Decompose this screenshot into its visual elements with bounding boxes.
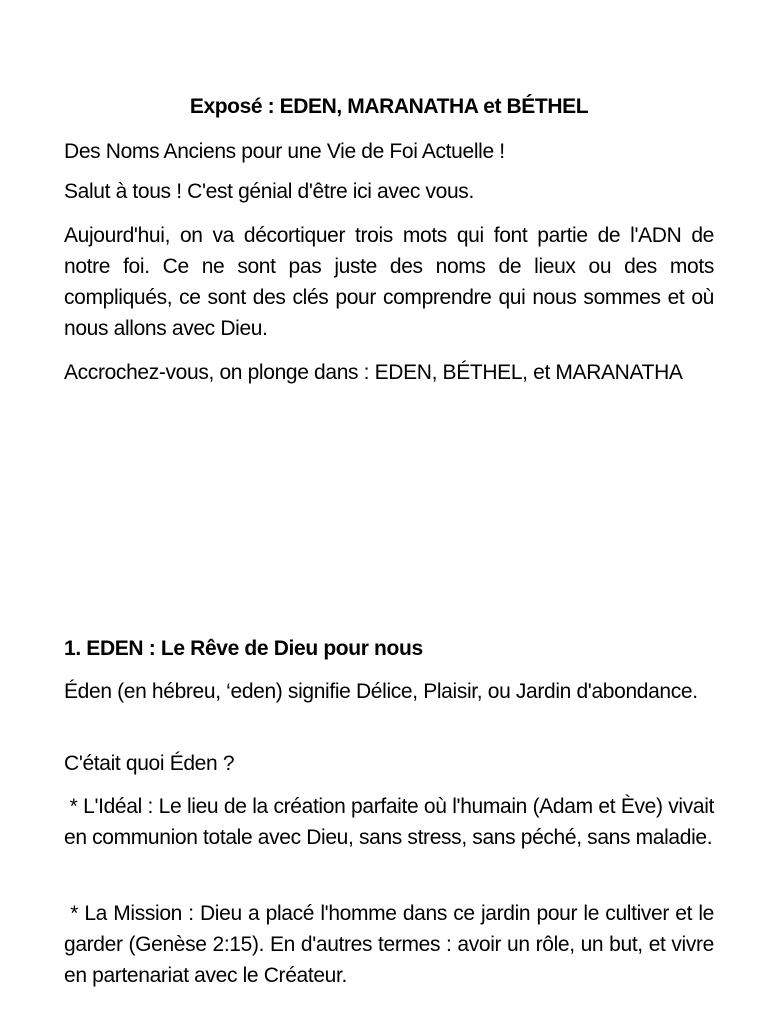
section1-question: C'était quoi Éden ? <box>64 752 235 775</box>
intro-subtitle: Des Noms Anciens pour une Vie de Foi Actuelle ! <box>64 140 505 163</box>
document-title: Exposé : EDEN, MARANATHA et BÉTHEL <box>189 95 589 118</box>
intro-dive: Accrochez-vous, on plonge dans : EDEN, BÉTHEL, et MARANATHA <box>64 361 683 384</box>
section1-heading: 1. EDEN : Le Rêve de Dieu pour nous <box>64 637 423 660</box>
section1-definition: Éden (en hébreu, ‘eden) signifie Délice, Plaisir, ou Jardin d'abondance. <box>64 680 698 703</box>
section1-mission: * La Mission : Dieu a placé l'homme dans ce jardin pour le cultiver et le garder (Genèse 2:15). En d'autres termes : avoir un rôle, un but, et vivre en partenariat avec le Créateur. <box>64 902 720 987</box>
intro-greeting: Salut à tous ! C'est génial d'être ici avec vous. <box>64 180 474 203</box>
section1-ideal: * L'Idéal : Le lieu de la création parfaite où l'humain (Adam et Ève) vivait en communion totale avec Dieu, sans stress, sans péché, sans maladie. <box>64 795 720 849</box>
intro-paragraph: Aujourd'hui, on va décortiquer trois mots qui font partie de l'ADN de notre foi. Ce ne sont pas juste des noms de lieux ou des mots compliqués, ce sont des clés pour comprendre qui nous sommes et où nous allons avec Dieu. <box>64 224 714 340</box>
